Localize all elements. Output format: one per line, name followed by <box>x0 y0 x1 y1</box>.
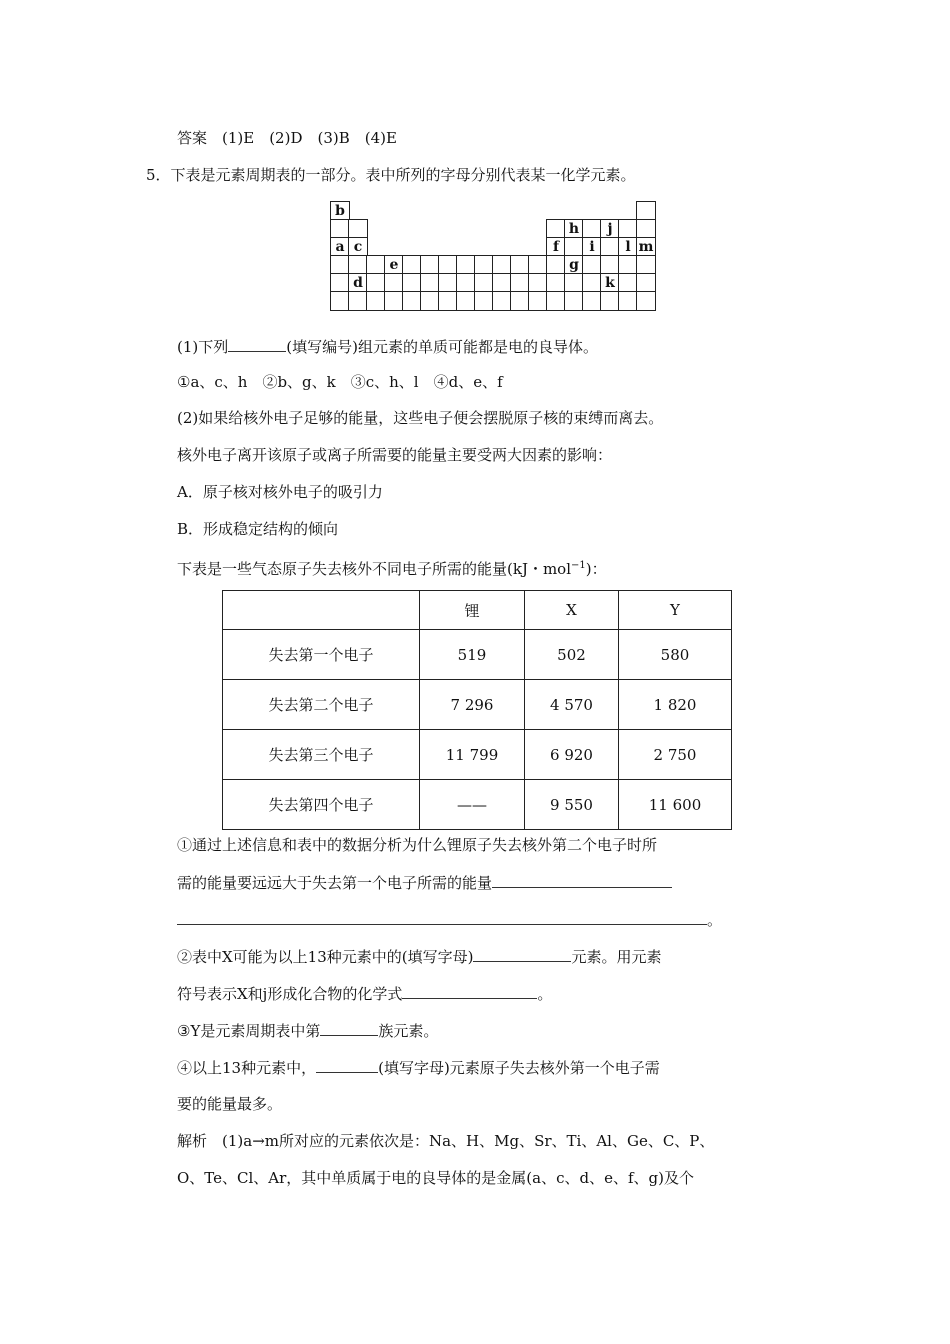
table-cell: 11 799 <box>420 730 525 780</box>
header-cell <box>223 591 420 630</box>
question-intro: 5．下表是元素周期表的一部分。表中所列的字母分别代表某一化学元素。 <box>146 166 636 184</box>
sub2-prefix: ②表中X可能为以上13种元素中的(填写字母) <box>177 948 474 966</box>
row-label: 失去第三个电子 <box>223 730 420 780</box>
header-cell: Y <box>619 591 732 630</box>
periodic-cell <box>564 237 584 257</box>
sub1-line2 <box>177 871 672 894</box>
factor-a: A．原子核对核外电子的吸引力 <box>177 483 383 501</box>
sub1-line1: ①通过上述信息和表中的数据分析为什么锂原子失去核外第二个电子时所 <box>177 836 658 854</box>
element-letter-m: m <box>638 239 654 255</box>
table-cell: 502 <box>525 630 619 680</box>
table-intro-text: 下表是一些气态原子失去核外不同电子所需的能量(kJ・mol <box>177 560 572 578</box>
periodic-cell <box>636 291 656 311</box>
table-cell: 9 550 <box>525 780 619 830</box>
periodic-cell <box>600 273 620 293</box>
table-intro <box>177 555 607 580</box>
element-letter-j: j <box>607 221 613 237</box>
header-cell: X <box>525 591 619 630</box>
periodic-cell <box>456 291 476 311</box>
periodic-cell <box>456 273 476 293</box>
element-letter-k: k <box>605 275 615 291</box>
periodic-cell <box>510 273 530 293</box>
periodic-cell <box>474 273 494 293</box>
periodic-cell <box>438 291 458 311</box>
sub3-line <box>177 1019 438 1042</box>
periodic-cell <box>492 273 512 293</box>
sub1-blank-1[interactable] <box>492 871 672 888</box>
q1-options: ①a、c、h ②b、g、k ③c、h、l ④d、e、f <box>177 373 503 391</box>
sub2-suffix: 元素。用元素 <box>571 948 662 966</box>
table-header-row <box>223 591 732 630</box>
sub4-prefix: ④以上13种元素中， <box>177 1059 317 1077</box>
periodic-cell <box>618 291 638 311</box>
periodic-cell <box>510 255 530 275</box>
periodic-cell <box>618 237 638 257</box>
table-row <box>223 730 732 780</box>
periodic-cell <box>330 201 350 221</box>
table-row <box>223 630 732 680</box>
row-label: 失去第四个电子 <box>223 780 420 830</box>
sub1-blank-2[interactable] <box>177 908 707 925</box>
periodic-cell <box>348 219 368 239</box>
periodic-cell <box>636 201 656 221</box>
periodic-cell <box>348 291 368 311</box>
table-cell: 1 820 <box>619 680 732 730</box>
periodic-cell <box>582 219 602 239</box>
table-cell: 4 570 <box>525 680 619 730</box>
analysis-line1: 解析 (1)a→m所对应的元素依次是：Na、H、Mg、Sr、Ti、Al、Ge、C、P、 <box>177 1132 715 1150</box>
answer-line: 答案 (1)E (2)D (3)B (4)E <box>177 129 397 147</box>
sub4-blank[interactable] <box>316 1056 378 1073</box>
table-row <box>223 780 732 830</box>
periodic-cell <box>402 273 422 293</box>
row-label: 失去第一个电子 <box>223 630 420 680</box>
sub1-end: 。 <box>707 911 723 929</box>
periodic-cell <box>582 273 602 293</box>
periodic-cell <box>636 273 656 293</box>
periodic-cell <box>366 255 386 275</box>
sub1-line2-text: 需的能量要远远大于失去第一个电子所需的能量 <box>177 874 493 892</box>
periodic-cell <box>420 273 440 293</box>
table-cell: —— <box>420 780 525 830</box>
periodic-cell <box>420 291 440 311</box>
sub4-line2: 要的能量最多。 <box>177 1095 283 1113</box>
q2-line2: 核外电子离开该原子或离子所需要的能量主要受两大因素的影响： <box>177 446 613 464</box>
periodic-cell <box>330 219 350 239</box>
q1-suffix: (填写编号)组元素的单质可能都是电的良导体。 <box>286 338 598 356</box>
table-row <box>223 680 732 730</box>
periodic-cell <box>330 237 350 257</box>
element-letter-f: f <box>552 239 560 255</box>
table-cell: 580 <box>619 630 732 680</box>
periodic-cell <box>546 273 566 293</box>
periodic-cell <box>330 255 350 275</box>
periodic-cell <box>564 291 584 311</box>
factor-b: B．形成稳定结构的倾向 <box>177 520 339 538</box>
sub2-blank-2[interactable] <box>402 982 537 999</box>
element-letter-l: l <box>625 239 631 255</box>
sub3-blank[interactable] <box>320 1019 378 1036</box>
sub2-line2-suffix: 。 <box>537 985 553 1003</box>
q1-prefix: (1)下列 <box>177 338 229 356</box>
periodic-cell <box>474 255 494 275</box>
element-letter-i: i <box>589 239 595 255</box>
periodic-cell <box>528 255 548 275</box>
sub2-line1 <box>177 945 662 968</box>
periodic-cell <box>582 291 602 311</box>
sub2-blank-1[interactable] <box>473 945 571 962</box>
periodic-cell <box>546 255 566 275</box>
sub3-prefix: ③Y是元素周期表中第 <box>177 1022 321 1040</box>
periodic-cell <box>474 291 494 311</box>
periodic-cell <box>564 219 584 239</box>
periodic-cell <box>618 219 638 239</box>
analysis-line2: O、Te、Cl、Ar，其中单质属于电的良导体的是金属(a、c、d、e、f、g)及个 <box>177 1169 694 1187</box>
periodic-cell <box>348 237 368 257</box>
periodic-cell <box>582 237 602 257</box>
element-letter-h: h <box>568 221 580 237</box>
table-intro-sup: −1 <box>571 560 586 571</box>
periodic-cell <box>438 273 458 293</box>
periodic-cell <box>528 273 548 293</box>
periodic-cell <box>492 255 512 275</box>
q1-blank[interactable] <box>228 335 286 352</box>
element-letter-a: a <box>335 239 345 255</box>
periodic-cell <box>600 255 620 275</box>
sub2-line2-prefix: 符号表示X和j形成化合物的化学式 <box>177 985 403 1003</box>
header-cell: 锂 <box>420 591 525 630</box>
periodic-cell <box>330 291 350 311</box>
sub2-line2 <box>177 982 552 1005</box>
table-cell: 2 750 <box>619 730 732 780</box>
table-cell: 6 920 <box>525 730 619 780</box>
periodic-cell <box>600 237 620 257</box>
periodic-cell <box>348 273 368 293</box>
periodic-cell <box>528 291 548 311</box>
periodic-table-grid <box>330 201 658 311</box>
sub4-suffix: (填写字母)元素原子失去核外第一个电子需 <box>378 1059 660 1077</box>
table-cell: 519 <box>420 630 525 680</box>
periodic-cell <box>600 219 620 239</box>
periodic-cell <box>636 237 656 257</box>
periodic-cell <box>636 255 656 275</box>
element-letter-g: g <box>569 257 579 273</box>
sub4-line1 <box>177 1056 660 1079</box>
periodic-cell <box>492 291 512 311</box>
periodic-cell <box>636 219 656 239</box>
periodic-cell <box>546 291 566 311</box>
periodic-cell <box>600 291 620 311</box>
periodic-cell <box>546 237 566 257</box>
periodic-cell <box>348 255 368 275</box>
periodic-cell <box>402 291 422 311</box>
element-letter-b: b <box>335 203 345 219</box>
element-letter-e: e <box>389 257 399 273</box>
table-intro-end: )： <box>585 560 607 578</box>
periodic-cell <box>384 291 404 311</box>
periodic-cell <box>438 255 458 275</box>
element-letter-c: c <box>353 239 363 255</box>
periodic-cell <box>456 255 476 275</box>
periodic-cell <box>618 273 638 293</box>
periodic-cell <box>384 255 404 275</box>
periodic-cell <box>510 291 530 311</box>
periodic-cell <box>582 255 602 275</box>
row-label: 失去第二个电子 <box>223 680 420 730</box>
sub1-line3 <box>177 908 722 931</box>
sub3-suffix: 族元素。 <box>378 1022 439 1040</box>
periodic-cell <box>420 255 440 275</box>
periodic-cell <box>402 255 422 275</box>
q2-line1: (2)如果给核外电子足够的能量，这些电子便会摆脱原子核的束缚而离去。 <box>177 409 664 427</box>
periodic-cell <box>366 273 386 293</box>
table-cell: 7 296 <box>420 680 525 730</box>
periodic-cell <box>546 219 566 239</box>
element-letter-d: d <box>353 275 363 291</box>
periodic-cell <box>564 255 584 275</box>
periodic-cell <box>330 273 350 293</box>
periodic-cell <box>618 255 638 275</box>
periodic-cell <box>384 273 404 293</box>
ionization-energy-table <box>222 590 732 830</box>
periodic-cell <box>366 291 386 311</box>
periodic-cell <box>564 273 584 293</box>
table-cell: 11 600 <box>619 780 732 830</box>
q1-line <box>177 335 598 358</box>
